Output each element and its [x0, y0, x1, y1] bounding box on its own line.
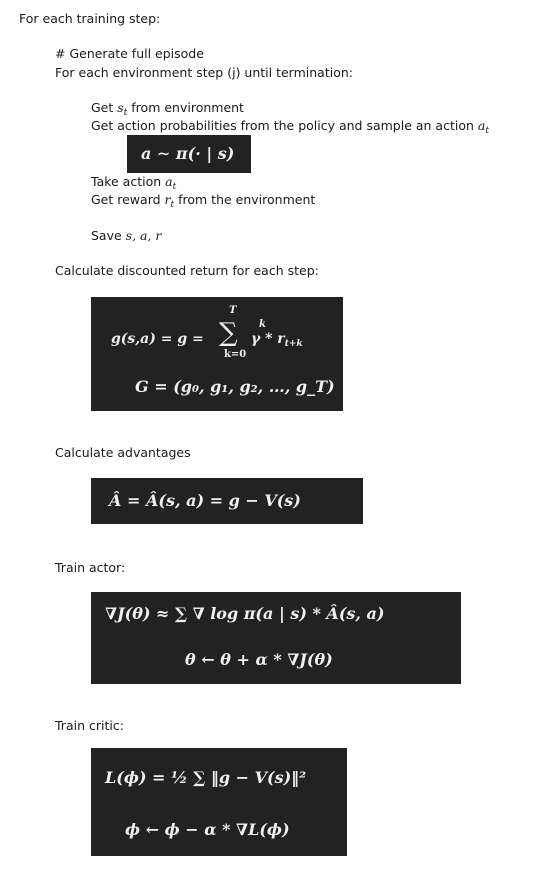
action-symbol: a: [477, 118, 486, 133]
return-rhs-text: γ * r: [251, 331, 285, 347]
state-subscript: t: [123, 108, 128, 118]
save-vars: s, a, r: [125, 228, 162, 243]
critic-loss: L(ϕ) = ½ ∑ ‖g − V(s)‖²: [105, 768, 307, 787]
gamma-exponent: k: [259, 319, 266, 330]
env-step-loop-line: For each environment step (j) until termination:: [55, 65, 353, 80]
action-subscript: t: [485, 126, 489, 136]
advantage-formula: [91, 478, 363, 524]
return-rhs: [251, 329, 303, 354]
get-state-suffix: from environment: [127, 100, 244, 115]
reward-subscript: t: [170, 200, 175, 210]
take-action-symbol: a: [165, 174, 173, 189]
sum-symbol: ∑: [219, 318, 238, 348]
advantage-text: Â = Â(s, a) = g − V(s): [109, 491, 301, 510]
critic-update: ϕ ← ϕ − α * ∇L(ϕ): [125, 820, 290, 839]
state-symbol: s: [117, 100, 124, 115]
get-reward-suffix: from the environment: [174, 192, 316, 207]
actor-formula: [91, 592, 461, 684]
sum-lower-limit: k=0: [224, 349, 247, 360]
return-lhs: g(s,a) = g =: [111, 331, 204, 347]
discounted-return-formula: [91, 297, 343, 411]
save-text: Save: [91, 228, 126, 243]
save-line: [91, 228, 161, 244]
get-reward-prefix: Get reward: [91, 192, 165, 207]
G-definition: G = (g₀, g₁, g₂, …, g_T): [135, 377, 335, 396]
actor-update: θ ← θ + α * ∇J(θ): [185, 650, 333, 669]
get-reward-line: [91, 192, 315, 213]
get-state-prefix: Get: [91, 100, 118, 115]
reward-symbol: r: [164, 192, 171, 207]
sum-upper-limit: T: [229, 305, 237, 316]
take-action-subscript: t: [172, 182, 177, 192]
actor-gradient: ∇J(θ) ≈ ∑ ∇ log π(a | s) * Â(s, a): [105, 604, 385, 623]
training-loop-heading: For each training step:: [19, 11, 161, 26]
policy-sample-text: a ∼ π(· | s): [141, 144, 235, 163]
discounted-return-heading: Calculate discounted return for each step:: [55, 263, 319, 278]
critic-formula: [91, 748, 347, 856]
generate-episode-comment: # Generate full episode: [55, 46, 204, 61]
take-action-text: Take action: [91, 174, 166, 189]
policy-sample-formula: [127, 135, 251, 173]
advantages-heading: Calculate advantages: [55, 445, 191, 460]
sample-action-text: Get action probabilities from the policy and sample an action: [91, 118, 478, 133]
return-rhs-sub: t+k: [284, 339, 303, 349]
train-critic-heading: Train critic:: [55, 718, 124, 733]
train-actor-heading: Train actor:: [55, 560, 126, 575]
